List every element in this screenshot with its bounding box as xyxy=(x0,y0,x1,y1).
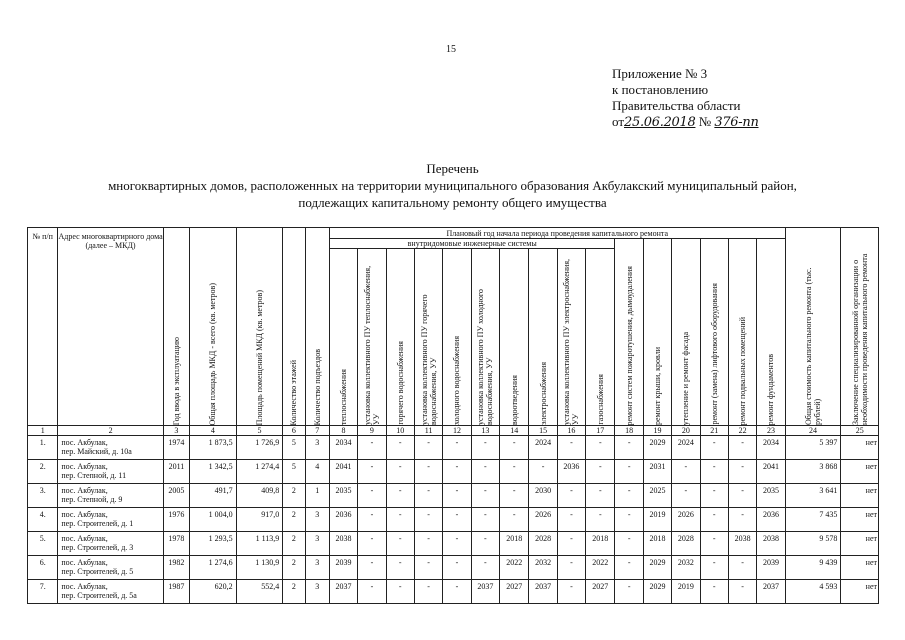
column-number: 5 xyxy=(236,426,283,436)
cell-c17: 2027 xyxy=(586,580,615,604)
header-elevator: ремонт (замена) лифтового оборудования xyxy=(700,239,728,426)
header-electricity: электроснабжения xyxy=(529,249,557,426)
cell-c17: 2022 xyxy=(586,556,615,580)
address-line-1: пос. Акбулак, xyxy=(61,534,108,543)
housing-table xyxy=(27,227,879,604)
cell-c20: 2019 xyxy=(672,580,700,604)
cell-c19: 2018 xyxy=(643,532,671,556)
cell-fl: 2 xyxy=(283,508,305,532)
cell-c20: - xyxy=(672,460,700,484)
cell-c16: - xyxy=(557,484,585,508)
cell-prem: 1 274,4 xyxy=(236,460,283,484)
cell-c18: - xyxy=(615,580,643,604)
cell-n: 2. xyxy=(28,460,58,484)
address-line-1: пос. Акбулак, xyxy=(61,582,108,591)
cell-c21: - xyxy=(700,436,728,460)
cell-c18: - xyxy=(615,484,643,508)
cell-c17: - xyxy=(586,436,615,460)
cell-prem: 1 113,9 xyxy=(236,532,283,556)
appendix-date-line xyxy=(612,114,759,131)
header-conclusion: Заключение специализированной организации о необходимости проведения капитального ремонта xyxy=(841,228,879,426)
cell-concl: нет xyxy=(841,532,879,556)
column-number: 9 xyxy=(358,426,386,436)
cell-c11: - xyxy=(414,580,442,604)
cell-cost: 4 593 xyxy=(785,580,841,604)
cell-c18: - xyxy=(615,460,643,484)
cell-c17: - xyxy=(586,460,615,484)
cell-n: 5. xyxy=(28,532,58,556)
header-fire: ремонт систем пожаротушения, дымоудаления xyxy=(615,239,643,426)
cell-c15: 2024 xyxy=(529,436,557,460)
cell-c22: - xyxy=(728,460,756,484)
column-number: 20 xyxy=(672,426,700,436)
cell-c21: - xyxy=(700,580,728,604)
column-number: 1 xyxy=(28,426,58,436)
cell-c18: - xyxy=(615,556,643,580)
cell-fl: 2 xyxy=(283,484,305,508)
cell-n: 1. xyxy=(28,436,58,460)
address-cell xyxy=(58,484,163,508)
cell-c21: - xyxy=(700,532,728,556)
cell-c8: 2039 xyxy=(329,556,357,580)
cell-c13: - xyxy=(471,460,499,484)
column-number: 21 xyxy=(700,426,728,436)
cell-c20: 2024 xyxy=(672,436,700,460)
cell-concl: нет xyxy=(841,508,879,532)
column-number: 12 xyxy=(443,426,471,436)
column-number: 2 xyxy=(58,426,163,436)
address-cell xyxy=(58,508,163,532)
cell-c23: 2039 xyxy=(757,556,785,580)
cell-c11: - xyxy=(414,508,442,532)
cell-concl: нет xyxy=(841,436,879,460)
cell-total: 1 004,0 xyxy=(190,508,237,532)
header-gas: газоснабжения xyxy=(586,249,615,426)
address-line-2: пер. Степной, д. 11 xyxy=(61,471,127,480)
cell-c13: - xyxy=(471,508,499,532)
table-row xyxy=(28,556,879,580)
cell-fl: 2 xyxy=(283,580,305,604)
cell-c22: - xyxy=(728,580,756,604)
cell-year: 2005 xyxy=(163,484,189,508)
appendix-number-sign: № xyxy=(698,114,712,129)
cell-c10: - xyxy=(386,556,414,580)
cell-c21: - xyxy=(700,556,728,580)
address-line-2: пер. Строителей, д. 1 xyxy=(61,519,134,528)
cell-c19: 2019 xyxy=(643,508,671,532)
appendix-date: 25.06.2018 xyxy=(624,115,696,130)
document-title xyxy=(0,160,905,211)
cell-c22: - xyxy=(728,484,756,508)
appendix-block xyxy=(612,66,759,131)
table-wrapper xyxy=(27,227,879,604)
cell-c10: - xyxy=(386,532,414,556)
cell-en: 3 xyxy=(305,532,329,556)
cell-c23: 2037 xyxy=(757,580,785,604)
cell-en: 4 xyxy=(305,460,329,484)
cell-c18: - xyxy=(615,436,643,460)
header-cold-water: холодного водоснабжения xyxy=(443,249,471,426)
cell-c9: - xyxy=(358,508,386,532)
cell-total: 1 342,5 xyxy=(190,460,237,484)
cell-concl: нет xyxy=(841,460,879,484)
header-num: № п/п xyxy=(28,228,58,426)
cell-c15: 2030 xyxy=(529,484,557,508)
cell-c11: - xyxy=(414,556,442,580)
column-number: 3 xyxy=(163,426,189,436)
cell-c23: 2038 xyxy=(757,532,785,556)
cell-c13: 2037 xyxy=(471,580,499,604)
cell-c19: 2025 xyxy=(643,484,671,508)
cell-c8: 2038 xyxy=(329,532,357,556)
title-line-1: Перечень xyxy=(426,161,479,176)
cell-cost: 7 435 xyxy=(785,508,841,532)
column-number: 22 xyxy=(728,426,756,436)
cell-c21: - xyxy=(700,460,728,484)
cell-c14: - xyxy=(500,484,529,508)
cell-c9: - xyxy=(358,580,386,604)
table-row xyxy=(28,532,879,556)
cell-c22: - xyxy=(728,556,756,580)
cell-c11: - xyxy=(414,436,442,460)
cell-c9: - xyxy=(358,556,386,580)
column-number: 8 xyxy=(329,426,357,436)
cell-c22: 2038 xyxy=(728,532,756,556)
column-number: 11 xyxy=(414,426,442,436)
column-number: 4 xyxy=(190,426,237,436)
column-number: 25 xyxy=(841,426,879,436)
cell-c12: - xyxy=(443,508,471,532)
page-number: 15 xyxy=(446,44,456,55)
cell-c9: - xyxy=(358,436,386,460)
address-line-2: пер. Строителей, д. 5а xyxy=(61,591,137,600)
cell-fl: 2 xyxy=(283,532,305,556)
cell-c9: - xyxy=(358,460,386,484)
cell-c14: 2022 xyxy=(500,556,529,580)
column-number: 6 xyxy=(283,426,305,436)
cell-c13: - xyxy=(471,532,499,556)
cell-en: 3 xyxy=(305,556,329,580)
cell-year: 1982 xyxy=(163,556,189,580)
cell-c16: - xyxy=(557,532,585,556)
address-line-1: пос. Акбулак, xyxy=(61,438,108,447)
cell-c14: - xyxy=(500,460,529,484)
cell-c13: - xyxy=(471,436,499,460)
cell-c8: 2037 xyxy=(329,580,357,604)
cell-c14: 2018 xyxy=(500,532,529,556)
cell-fl: 2 xyxy=(283,556,305,580)
address-cell xyxy=(58,580,163,604)
table-row xyxy=(28,508,879,532)
header-pu-heat: установка коллективного ПУ теплоснабжения, УУ xyxy=(358,249,386,426)
cell-c12: - xyxy=(443,436,471,460)
cell-c11: - xyxy=(414,484,442,508)
cell-c23: 2036 xyxy=(757,508,785,532)
cell-c9: - xyxy=(358,532,386,556)
cell-total: 491,7 xyxy=(190,484,237,508)
cell-c9: - xyxy=(358,484,386,508)
address-line-1: пос. Акбулак, xyxy=(61,486,108,495)
cell-cost: 3 868 xyxy=(785,460,841,484)
header-internal-systems: внутридомовые инженерные системы xyxy=(329,239,615,249)
cell-c21: - xyxy=(700,508,728,532)
header-pu-hot: установка коллективного ПУ горячего водоснабжения, УУ xyxy=(414,249,442,426)
address-cell xyxy=(58,532,163,556)
cell-c16: - xyxy=(557,556,585,580)
address-line-1: пос. Акбулак, xyxy=(61,510,108,519)
header-pu-cold: установка коллективного ПУ холодного водоснабжения, УУ xyxy=(471,249,499,426)
column-number: 24 xyxy=(785,426,841,436)
column-number: 18 xyxy=(615,426,643,436)
table-row xyxy=(28,580,879,604)
cell-year: 1987 xyxy=(163,580,189,604)
header-address: Адрес многоквартирного дома (далее – МКД) xyxy=(58,228,163,426)
cell-c15: 2026 xyxy=(529,508,557,532)
cell-n: 6. xyxy=(28,556,58,580)
cell-c16: - xyxy=(557,436,585,460)
cell-c20: 2032 xyxy=(672,556,700,580)
header-premises-area: Площадь помещений МКД (кв. метров) xyxy=(236,228,283,426)
cell-c18: - xyxy=(615,532,643,556)
cell-year: 1976 xyxy=(163,508,189,532)
cell-c17: - xyxy=(586,508,615,532)
cell-c15: 2032 xyxy=(529,556,557,580)
address-cell xyxy=(58,556,163,580)
cell-cost: 3 641 xyxy=(785,484,841,508)
cell-c20: 2026 xyxy=(672,508,700,532)
cell-en: 3 xyxy=(305,580,329,604)
table-row xyxy=(28,484,879,508)
cell-en: 3 xyxy=(305,436,329,460)
cell-total: 1 274,6 xyxy=(190,556,237,580)
cell-c8: 2036 xyxy=(329,508,357,532)
table-row xyxy=(28,460,879,484)
header-pu-elec: установка коллективного ПУ электроснабжения, УУ xyxy=(557,249,585,426)
cell-c16: - xyxy=(557,580,585,604)
cell-fl: 5 xyxy=(283,436,305,460)
cell-cost: 9 439 xyxy=(785,556,841,580)
cell-c14: - xyxy=(500,436,529,460)
cell-c22: - xyxy=(728,508,756,532)
cell-c12: - xyxy=(443,556,471,580)
column-numbers-row xyxy=(28,426,879,436)
cell-c8: 2035 xyxy=(329,484,357,508)
cell-c23: 2035 xyxy=(757,484,785,508)
cell-c23: 2034 xyxy=(757,436,785,460)
column-number: 10 xyxy=(386,426,414,436)
cell-concl: нет xyxy=(841,556,879,580)
cell-c17: 2018 xyxy=(586,532,615,556)
address-line-2: пер. Строителей, д. 3 xyxy=(61,543,134,552)
header-year: Год ввода в эксплуатацию xyxy=(163,228,189,426)
cell-total: 620,2 xyxy=(190,580,237,604)
appendix-from: от xyxy=(612,114,625,129)
cell-c18: - xyxy=(615,508,643,532)
cell-concl: нет xyxy=(841,580,879,604)
cell-c12: - xyxy=(443,460,471,484)
header-hot-water: горячего водоснабжения xyxy=(386,249,414,426)
cell-c23: 2041 xyxy=(757,460,785,484)
header-sewerage: водоотведения xyxy=(500,249,529,426)
cell-prem: 1 726,9 xyxy=(236,436,283,460)
cell-cost: 5 397 xyxy=(785,436,841,460)
cell-c16: - xyxy=(557,508,585,532)
cell-en: 1 xyxy=(305,484,329,508)
cell-cost: 9 578 xyxy=(785,532,841,556)
cell-c15: 2028 xyxy=(529,532,557,556)
cell-prem: 1 130,9 xyxy=(236,556,283,580)
column-number: 17 xyxy=(586,426,615,436)
cell-c19: 2029 xyxy=(643,580,671,604)
cell-c20: - xyxy=(672,484,700,508)
appendix-number: 376-пп xyxy=(714,115,759,130)
title-line-3: подлежащих капитальному ремонту общего имущества xyxy=(298,195,607,210)
cell-c19: 2029 xyxy=(643,436,671,460)
cell-c17: - xyxy=(586,484,615,508)
address-line-1: пос. Акбулак, xyxy=(61,558,108,567)
cell-c11: - xyxy=(414,532,442,556)
cell-n: 4. xyxy=(28,508,58,532)
column-number: 15 xyxy=(529,426,557,436)
column-number: 16 xyxy=(557,426,585,436)
appendix-line-2: к постановлению xyxy=(612,82,709,97)
address-line-1: пос. Акбулак, xyxy=(61,462,108,471)
cell-prem: 409,8 xyxy=(236,484,283,508)
column-number: 7 xyxy=(305,426,329,436)
cell-en: 3 xyxy=(305,508,329,532)
cell-c13: - xyxy=(471,556,499,580)
address-line-2: пер. Строителей, д. 5 xyxy=(61,567,134,576)
column-number: 19 xyxy=(643,426,671,436)
cell-n: 7. xyxy=(28,580,58,604)
cell-c15: - xyxy=(529,460,557,484)
cell-c19: 2031 xyxy=(643,460,671,484)
header-foundation: ремонт фундаментов xyxy=(757,239,785,426)
cell-c12: - xyxy=(443,580,471,604)
cell-total: 1 293,5 xyxy=(190,532,237,556)
cell-year: 1974 xyxy=(163,436,189,460)
cell-c21: - xyxy=(700,484,728,508)
cell-total: 1 873,5 xyxy=(190,436,237,460)
address-line-2: пер. Майский, д. 10а xyxy=(61,447,132,456)
cell-c20: 2028 xyxy=(672,532,700,556)
address-cell xyxy=(58,460,163,484)
cell-c8: 2041 xyxy=(329,460,357,484)
table-row xyxy=(28,436,879,460)
cell-c10: - xyxy=(386,580,414,604)
cell-c22: - xyxy=(728,436,756,460)
cell-c14: - xyxy=(500,508,529,532)
header-total-area: Общая площадь МКД - всего (кв. метров) xyxy=(190,228,237,426)
cell-c12: - xyxy=(443,484,471,508)
column-number: 13 xyxy=(471,426,499,436)
header-basement: ремонт подвальных помещений xyxy=(728,239,756,426)
cell-c11: - xyxy=(414,460,442,484)
cell-c10: - xyxy=(386,508,414,532)
column-number: 14 xyxy=(500,426,529,436)
cell-c8: 2034 xyxy=(329,436,357,460)
cell-prem: 917,0 xyxy=(236,508,283,532)
cell-year: 1978 xyxy=(163,532,189,556)
appendix-line-1: Приложение № 3 xyxy=(612,66,708,81)
cell-fl: 5 xyxy=(283,460,305,484)
column-number: 23 xyxy=(757,426,785,436)
header-entrances: Количество подъездов xyxy=(305,228,329,426)
cell-c10: - xyxy=(386,436,414,460)
header-facade: утепление и ремонт фасада xyxy=(672,239,700,426)
address-cell xyxy=(58,436,163,460)
address-line-2: пер. Степной, д. 9 xyxy=(61,495,123,504)
header-planned-year: Плановый год начала периода проведения капитального ремонта xyxy=(329,228,785,239)
title-line-2: многоквартирных домов, расположенных на территории муниципального образования Акбулакский муниципальный район, xyxy=(108,178,797,193)
header-heating: теплоснабжения xyxy=(329,249,357,426)
cell-c19: 2029 xyxy=(643,556,671,580)
cell-concl: нет xyxy=(841,484,879,508)
header-cost: Общая стоимость капитального ремонта (тыс. рублей) xyxy=(785,228,841,426)
cell-year: 2011 xyxy=(163,460,189,484)
cell-n: 3. xyxy=(28,484,58,508)
appendix-line-3: Правительства области xyxy=(612,98,741,113)
cell-c10: - xyxy=(386,460,414,484)
cell-c12: - xyxy=(443,532,471,556)
cell-prem: 552,4 xyxy=(236,580,283,604)
cell-c15: 2037 xyxy=(529,580,557,604)
cell-c14: 2027 xyxy=(500,580,529,604)
cell-c10: - xyxy=(386,484,414,508)
cell-c13: - xyxy=(471,484,499,508)
cell-c16: 2036 xyxy=(557,460,585,484)
header-floors: Количество этажей xyxy=(283,228,305,426)
header-roof: ремонт крыши, кровли xyxy=(643,239,671,426)
table-body xyxy=(28,436,879,604)
